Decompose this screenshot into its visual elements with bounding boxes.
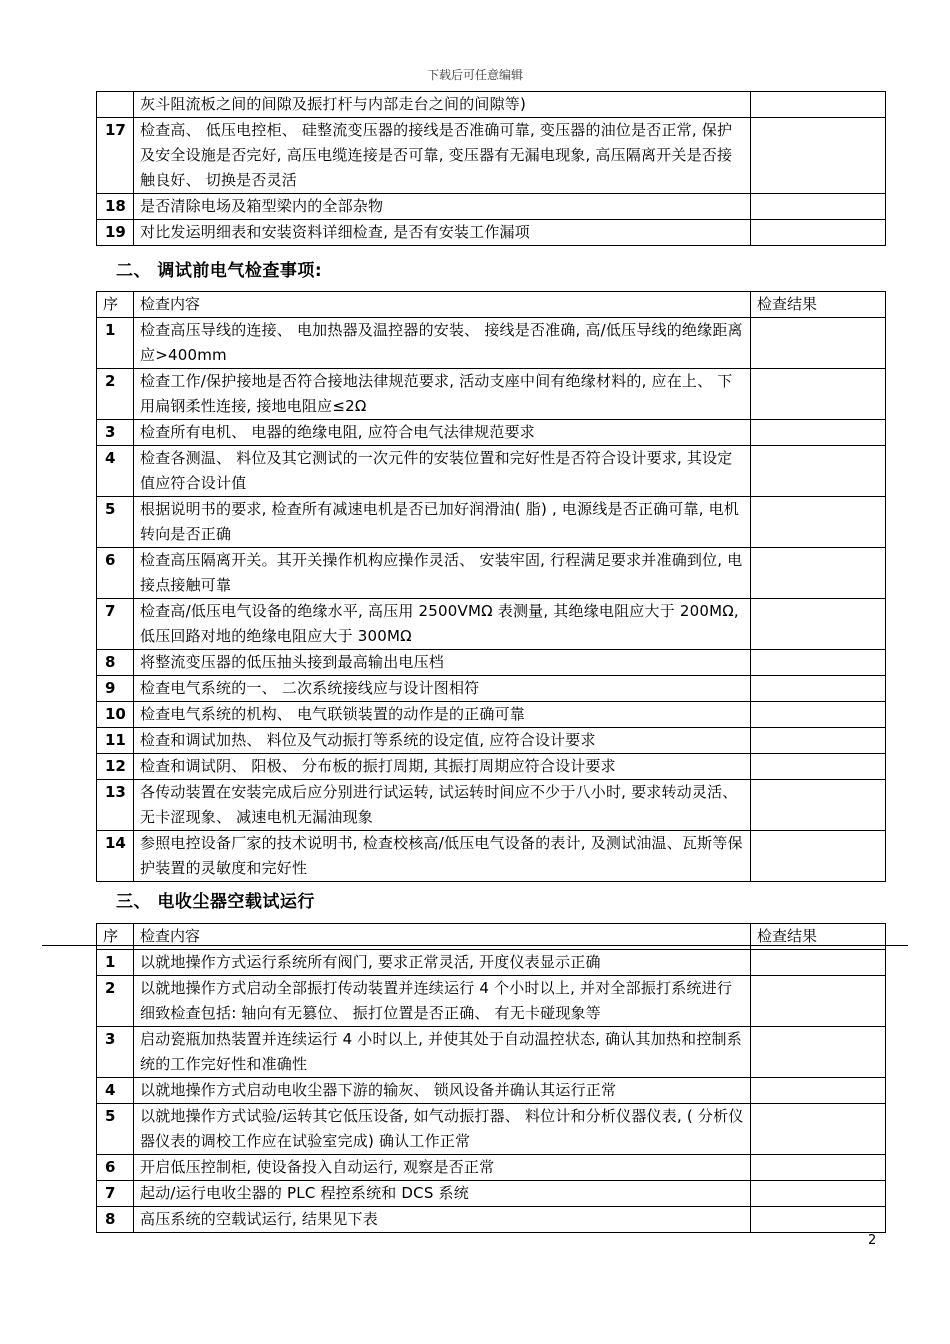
row-number: 2 [97,369,134,420]
row-check-content: 检查高/低压电气设备的绝缘水平, 高压用 2500VMΩ 表测量, 其绝缘电阻应大于 200MΩ, 低压回路对地的绝缘电阻应大于 300MΩ [134,599,751,650]
row-check-result [751,446,886,497]
table-row [97,92,886,118]
row-check-result [751,318,886,369]
table-row [97,831,886,882]
row-check-result [751,548,886,599]
table-row [97,1104,886,1155]
row-check-result [751,420,886,446]
row-check-result [751,194,886,220]
row-check-content: 检查工作/保护接地是否符合接地法律规范要求, 活动支座中间有绝缘材料的, 应在上、 下用扁钢柔性连接, 接地电阻应≤2Ω [134,369,751,420]
table-row [97,780,886,831]
page-number: 2 [868,1233,877,1248]
table-row [97,1027,886,1078]
row-check-content: 以就地操作方式试验/运转其它低压设备, 如气动振打器、 料位计和分析仪器仪表, ( 分析仪器仪表的调校工作应在试验室完成) 确认工作正常 [134,1104,751,1155]
section-2-title: 二、 调试前电气检查事项: [116,261,323,281]
row-check-content: 检查和调试阴、 阳极、 分布板的振打周期, 其振打周期应符合设计要求 [134,754,751,780]
table-row [97,728,886,754]
row-check-content: 开启低压控制柜, 使设备投入自动运行, 观察是否正常 [134,1155,751,1181]
table-row [97,318,886,369]
row-number: 1 [97,950,134,976]
header-note: 下载后可任意编辑 [426,68,523,82]
table-row [97,676,886,702]
row-check-result [751,92,886,118]
table-row [97,369,886,420]
row-check-result [751,976,886,1027]
row-number: 12 [97,754,134,780]
table-row [97,1078,886,1104]
table-row [97,1207,886,1233]
header-num: 序 [97,924,134,950]
row-check-content: 是否清除电场及箱型梁内的全部杂物 [134,194,751,220]
row-check-content: 各传动装置在安装完成后应分别进行试运转, 试运转时间应不少于八小时, 要求转动灵活、 无卡涩现象、 减速电机无漏油现象 [134,780,751,831]
no-load-trial-table [96,923,886,1233]
row-check-content: 将整流变压器的低压抽头接到最高输出电压档 [134,650,751,676]
electrical-check-table [96,291,886,882]
row-number: 2 [97,976,134,1027]
row-check-result [751,220,886,246]
row-check-content: 检查高压导线的连接、 电加热器及温控器的安装、 接线是否准确, 高/低压导线的绝缘距离应>400mm [134,318,751,369]
table-row [97,976,886,1027]
table-row [97,1155,886,1181]
row-number: 1 [97,318,134,369]
row-number: 10 [97,702,134,728]
row-number: 11 [97,728,134,754]
table-header-row [97,292,886,318]
row-check-result [751,702,886,728]
row-number: 5 [97,497,134,548]
row-number: 3 [97,420,134,446]
row-number: 9 [97,676,134,702]
table-row [97,220,886,246]
row-check-result [751,1155,886,1181]
header-num: 序 [97,292,134,318]
row-check-content: 启动瓷瓶加热装置并连续运行 4 小时以上, 并使其处于自动温控状态, 确认其加热和控制系统的工作完好性和准确性 [134,1027,751,1078]
header-result: 检查结果 [751,924,886,950]
row-check-result [751,676,886,702]
row-check-content: 以就地操作方式运行系统所有阀门, 要求正常灵活, 开度仪表显示正确 [134,950,751,976]
row-check-result [751,369,886,420]
table-row [97,754,886,780]
row-check-content: 检查高、 低压电控柜、 硅整流变压器的接线是否准确可靠, 变压器的油位是否正常, 保护及安全设施是否完好, 高压电缆连接是否可靠, 变压器有无漏电现象, 高压隔离开关是否接触良好、 切换是否灵活 [134,118,751,194]
row-number: 7 [97,599,134,650]
row-check-content: 根据说明书的要求, 检查所有减速电机是否已加好润滑油( 脂) , 电源线是否正确可靠, 电机转向是否正确 [134,497,751,548]
row-check-result [751,1181,886,1207]
row-check-content: 高压系统的空载试运行, 结果见下表 [134,1207,751,1233]
row-check-result [751,780,886,831]
checklist-table-continued [96,91,886,246]
row-check-result [751,950,886,976]
row-check-content: 检查和调试加热、 料位及气动振打等系统的设定值, 应符合设计要求 [134,728,751,754]
row-check-content: 以就地操作方式启动电收尘器下游的输灰、 锁风设备并确认其运行正常 [134,1078,751,1104]
table-row [97,194,886,220]
row-number: 19 [97,220,134,246]
row-number: 17 [97,118,134,194]
section-3-title: 三、 电收尘器空载试运行 [116,892,315,912]
row-check-content: 对比发运明细表和安装资料详细检查, 是否有安装工作漏项 [134,220,751,246]
row-check-result [751,1104,886,1155]
row-number: 13 [97,780,134,831]
table-row [97,702,886,728]
row-check-content: 检查所有电机、 电器的绝缘电阻, 应符合电气法律规范要求 [134,420,751,446]
table-row [97,497,886,548]
header-result: 检查结果 [751,292,886,318]
table-header-row [97,924,886,950]
table-row [97,1181,886,1207]
table-row [97,950,886,976]
header-content: 检查内容 [134,292,751,318]
row-check-content: 检查电气系统的一、 二次系统接线应与设计图相符 [134,676,751,702]
row-number: 6 [97,1155,134,1181]
row-number: 6 [97,548,134,599]
row-check-result [751,728,886,754]
row-check-result [751,754,886,780]
row-check-content: 检查各测温、 料位及其它测试的一次元件的安装位置和完好性是否符合设计要求, 其设定值应符合设计值 [134,446,751,497]
row-number: 18 [97,194,134,220]
row-check-content: 起动/运行电收尘器的 PLC 程控系统和 DCS 系统 [134,1181,751,1207]
table-row [97,548,886,599]
row-check-result [751,831,886,882]
table-row [97,599,886,650]
row-check-result [751,118,886,194]
row-number: 8 [97,1207,134,1233]
row-number: 8 [97,650,134,676]
row-check-content: 检查电气系统的机构、 电气联锁装置的动作是的正确可靠 [134,702,751,728]
row-check-result [751,1078,886,1104]
header-content: 检查内容 [134,924,751,950]
table-row [97,420,886,446]
row-check-result [751,1207,886,1233]
row-check-content: 参照电控设备厂家的技术说明书, 检查校核高/低压电气设备的表计, 及测试油温、瓦斯等保护装置的灵敏度和完好性 [134,831,751,882]
row-number [97,92,134,118]
row-number: 3 [97,1027,134,1078]
table-row [97,118,886,194]
row-check-content: 以就地操作方式启动全部振打传动装置并连续运行 4 个小时以上, 并对全部振打系统进行细致检查包括: 轴向有无篡位、 振打位置是否正确、 有无卡碰现象等 [134,976,751,1027]
row-number: 14 [97,831,134,882]
row-check-result [751,650,886,676]
row-number: 7 [97,1181,134,1207]
row-check-content: 灰斗阻流板之间的间隙及振打杆与内部走台之间的间隙等) [134,92,751,118]
row-number: 4 [97,446,134,497]
table-row [97,446,886,497]
row-check-result [751,1027,886,1078]
row-check-result [751,497,886,548]
table-row [97,650,886,676]
row-check-result [751,599,886,650]
row-check-content: 检查高压隔离开关。其开关操作机构应操作灵活、 安装牢固, 行程满足要求并准确到位, 电接点接触可靠 [134,548,751,599]
row-number: 5 [97,1104,134,1155]
row-number: 4 [97,1078,134,1104]
